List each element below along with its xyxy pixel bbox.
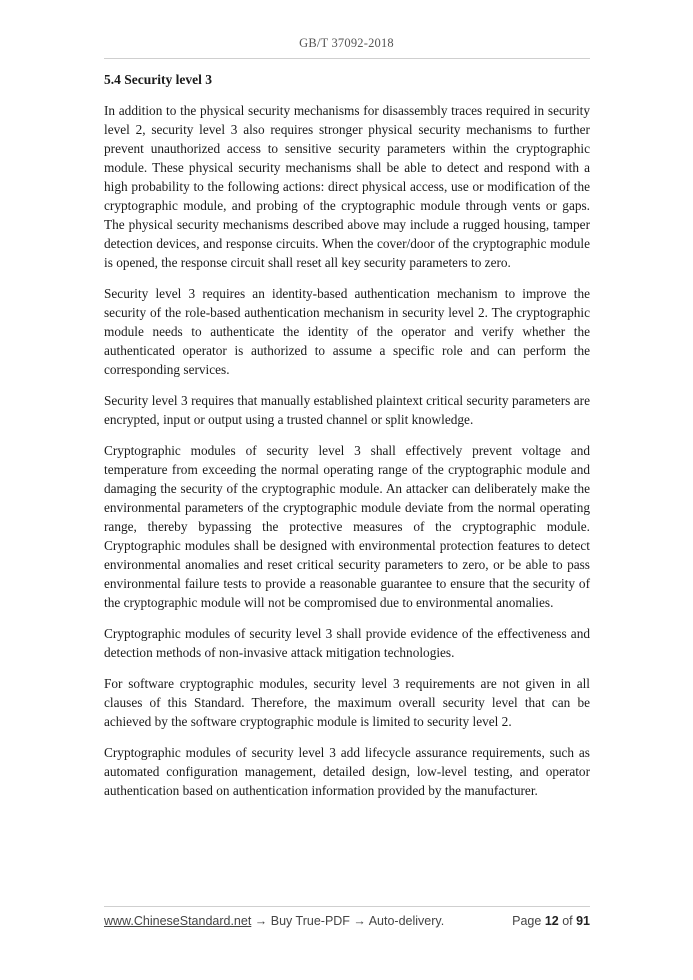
footer-divider: [104, 906, 590, 907]
page-total: 91: [576, 914, 590, 928]
page-of: of: [558, 914, 577, 928]
footer-tagline: → Buy True-PDF → Auto-delivery.: [251, 914, 445, 928]
section-title: 5.4 Security level 3: [104, 72, 212, 87]
site-link[interactable]: www.ChineseStandard.net: [104, 914, 252, 928]
paragraph: In addition to the physical security mechanisms for disassembly traces required in security level 2, security level 3 also requires stronger physical security mechanisms to further prevent unauthorized access to sensitive security parameters within the cryptographic module. These physical security mechanisms shall be able to detect and respond with a high probability to the following actions: direct physical access, use or modification of the cryptographic module, and probing of the cryptographic module through vents or gaps. The physical security mechanisms described above may include a rugged housing, tamper detection devices, and response circuits. When the cover/door of the cryptographic module is opened, the response circuit shall reset all key security parameters to zero.: [104, 103, 590, 270]
footer-promo: [104, 914, 444, 928]
paragraph: For software cryptographic modules, security level 3 requirements are not given in all clauses of this Standard. Therefore, the maximum overall security level that can be achieved by the software cryptographic module is limited to security level 2.: [104, 676, 590, 729]
paragraph: Cryptographic modules of security level 3 add lifecycle assurance requirements, such as automated configuration management, detailed design, low-level testing, and operator authentication based on authentication information provided by the manufacturer.: [104, 745, 590, 798]
document-standard-number: GB/T 37092-2018: [299, 36, 394, 50]
header-divider: [104, 58, 590, 59]
page-footer: [104, 914, 590, 932]
page-number: [512, 914, 590, 928]
page-current: 12: [544, 914, 559, 928]
paragraph: Cryptographic modules of security level 3 shall effectively prevent voltage and temperature from exceeding the normal operating range of the cryptographic module and damaging the security of the cryptographic module. An attacker can deliberately make the environmental parameters of the cryptographic module deviate from the normal operating range, thereby bypassing the protective measures of the cryptographic module. Cryptographic modules shall be designed with environmental protection features to detect environmental anomalies and reset critical security parameters to zero, or be able to pass environmental failure tests to provide a reasonable guarantee to ensure that the security of the cryptographic module will not be compromised due to environmental anomalies.: [104, 443, 590, 610]
paragraph: Cryptographic modules of security level 3 shall provide evidence of the effectiveness and detection methods of non-invasive attack mitigation technologies.: [104, 626, 590, 660]
paragraph: Security level 3 requires that manually established plaintext critical security parameters are encrypted, input or output using a trusted channel or split knowledge.: [104, 393, 590, 427]
page-prefix: Page: [512, 914, 545, 928]
paragraph: Security level 3 requires an identity-based authentication mechanism to improve the security of the role-based authentication mechanism in security level 2. The cryptographic module needs to authenticate the identity of the operator and verify whether the authenticated operator is authorized to assume a specific role and can perform the corresponding services.: [104, 286, 590, 377]
page-content: [104, 70, 590, 812]
